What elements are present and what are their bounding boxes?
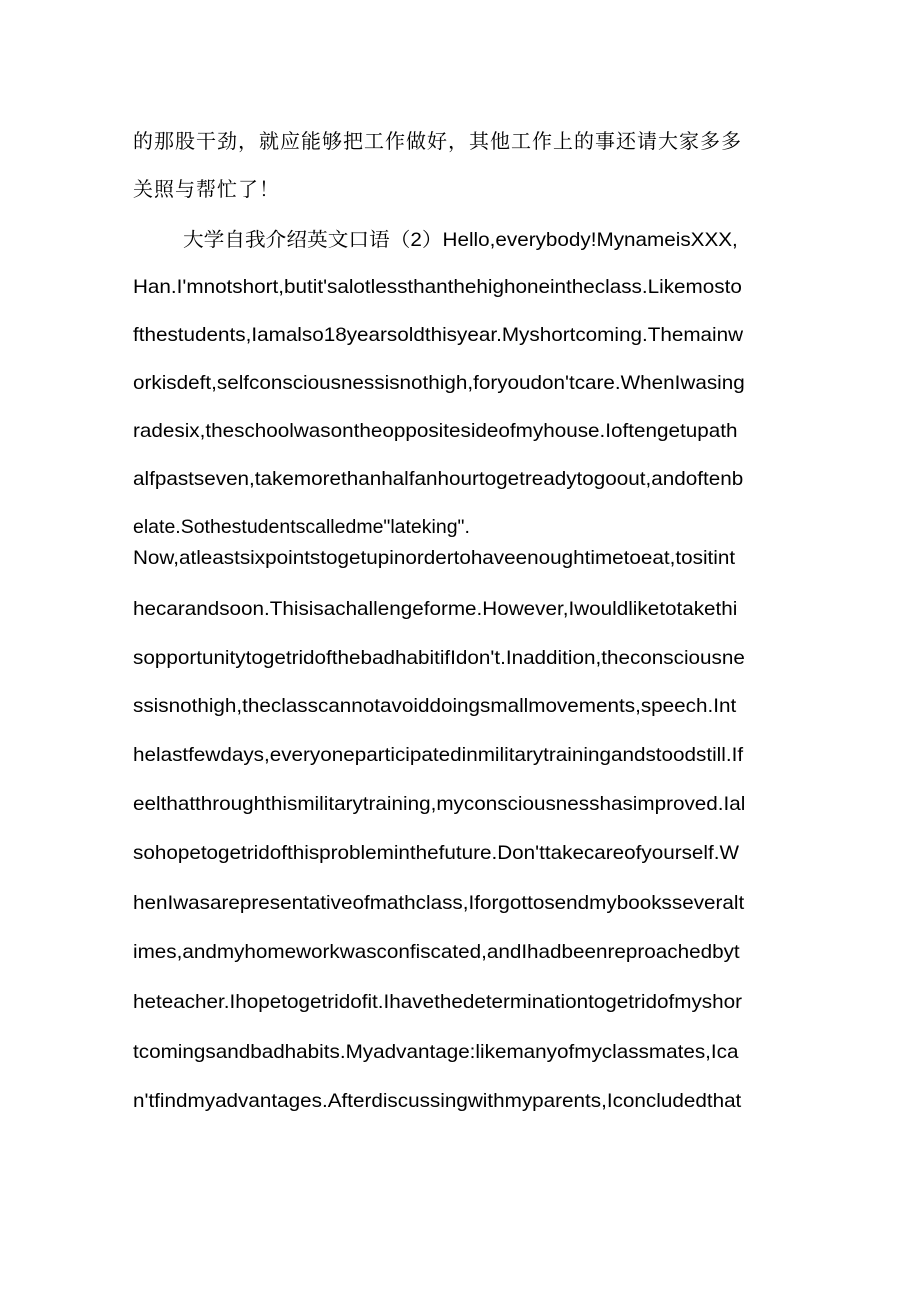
text-line-10: Now,atleastsixpointstogetupinordertohaveenoughtimetoeat,tositint: [133, 547, 736, 569]
text-line-15: eelthatthroughthismilitarytraining,myconsciousnesshasimproved.Ial: [133, 793, 746, 815]
text-line-13: ssisnothigh,theclasscannotavoiddoingsmallmovements,speech.Int: [133, 695, 737, 717]
text-line-6: orkisdeft,selfconsciousnessisnothigh,foryoudon'tcare.WhenIwasing: [133, 372, 745, 394]
text-line-17: henIwasarepresentativeofmathclass,Iforgottosendmybooksseveralt: [133, 892, 745, 914]
text-line-12: sopportunitytogetridofthebadhabitifIdon't.Inaddition,theconsciousne: [133, 647, 745, 669]
text-line-1: 的那股干劲，就应能够把工作做好，其他工作上的事还请大家多多: [133, 129, 742, 153]
text-line-19: heteacher.Ihopetogetridofit.Ihavethedeterminationtogetridofmyshor: [133, 991, 743, 1013]
text-line-21: n'tfindmyadvantages.Afterdiscussingwithmyparents,Iconcludedthat: [133, 1090, 742, 1112]
text-line-5: fthestudents,Iamalso18yearsoldthisyear.Myshortcoming.Themainw: [133, 324, 744, 346]
text-line-11: hecarandsoon.Thisisachallengeforme.However,Iwouldliketotakethi: [133, 598, 738, 620]
text-line-2: 关照与帮忙了！: [133, 177, 280, 201]
text-line-14: helastfewdays,everyoneparticipatedinmilitarytrainingandstoodstill.If: [133, 744, 744, 766]
text-line-3: 大学自我介绍英文口语（2）Hello,everybody!MynameisXXX,: [183, 229, 738, 251]
text-line-8: alfpastseven,takemorethanhalfanhourtogetreadytogoout,andoftenb: [133, 468, 744, 490]
text-line-9: elate.Sothestudentscalledme"lateking".: [133, 516, 470, 538]
text-line-18: imes,andmyhomeworkwasconfiscated,andIhadbeenreproachedbyt: [133, 941, 740, 963]
text-line-16: sohopetogetridofthisprobleminthefuture.Don'ttakecareofyourself.W: [133, 842, 740, 864]
text-line-20: tcomingsandbadhabits.Myadvantage:likemanyofmyclassmates,Ica: [133, 1041, 739, 1063]
text-line-7: radesix,theschoolwasontheoppositesideofmyhouse.Ioftengetupath: [133, 420, 738, 442]
text-line-4: Han.I'mnotshort,butit'salotlessthanthehighoneintheclass.Likemosto: [133, 276, 742, 298]
